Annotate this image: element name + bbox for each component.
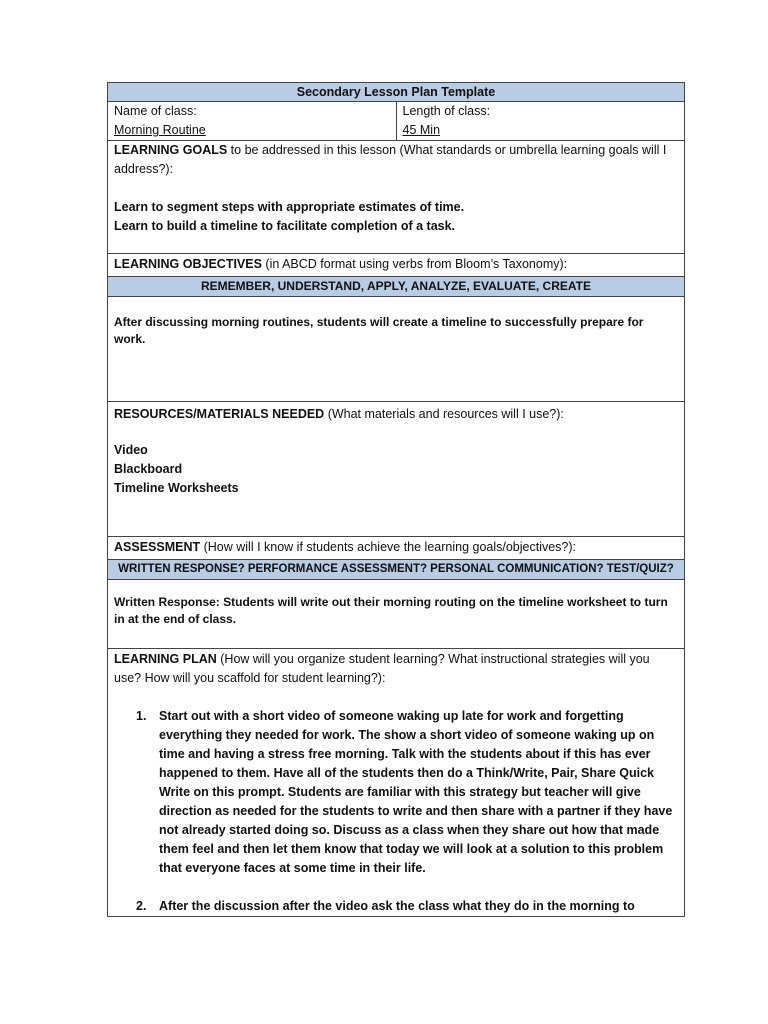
step-text: Start out with a short video of someone waking up late for work and forgetting everything they needed for work. The show a short video of someone waking up on time and having a stress free morning. Talk with the students about if this has ever happened to them. Have all of the students then do a Think/Write, Pair, Share Quick Write on this prompt. Students are familiar with this strategy but teacher will give direction as needed for the students to write and then share with a partner if they have not already started doing so. Discuss as a class when they share out how that made them feel and then let them know that today we will look at a solution to this problem that everyone faces at some time in their life. xyxy=(159,709,673,875)
assessment-body xyxy=(108,580,685,649)
learning-plan-step xyxy=(114,897,678,916)
resource-item: Video xyxy=(114,443,148,457)
learning-plan-steps xyxy=(114,707,678,916)
assessment-prompt: (How will I know if students achieve the learning goals/objectives?): xyxy=(200,540,577,554)
step-number: 1. xyxy=(136,709,147,723)
resources-prompt-text: (What materials and resources will I use?): xyxy=(324,407,564,421)
learning-goals-heading: LEARNING GOALS xyxy=(114,143,228,157)
learning-goal-2: Learn to build a timeline to facilitate completion of a task. xyxy=(114,219,456,233)
learning-plan-heading: LEARNING PLAN xyxy=(114,652,217,666)
assessment-types-banner: WRITTEN RESPONSE? PERFORMANCE ASSESSMENT? PERSONAL COMMUNICATION? TEST/QUIZ? xyxy=(108,560,685,580)
class-name-value: Morning Routine xyxy=(114,123,206,137)
learning-objectives-header xyxy=(108,254,685,277)
assessment-heading: ASSESSMENT xyxy=(114,540,201,554)
resources-prompt xyxy=(114,405,678,424)
assessment-text: Written Response: Students will write out their morning routing on the timeline worksheet to turn in at the end of class. xyxy=(114,595,668,626)
lesson-plan-document xyxy=(107,82,685,917)
resource-item: Timeline Worksheets xyxy=(114,481,239,495)
learning-objectives-prompt: (in ABCD format using verbs from Bloom’s Taxonomy): xyxy=(261,257,568,271)
lesson-plan-table xyxy=(107,82,685,917)
learning-objectives-body xyxy=(108,297,685,402)
class-length-cell xyxy=(396,102,685,141)
class-length-label: Length of class: xyxy=(402,104,491,118)
class-name-label: Name of class: xyxy=(114,104,197,118)
class-length-value: 45 Min xyxy=(402,123,441,137)
learning-goal-1: Learn to segment steps with appropriate estimates of time. xyxy=(114,200,465,214)
class-name-cell xyxy=(108,102,397,141)
blooms-verbs-banner: REMEMBER, UNDERSTAND, APPLY, ANALYZE, EVALUATE, CREATE xyxy=(108,277,685,297)
learning-plan-step xyxy=(114,707,678,878)
learning-plan-prompt-text: (How will you organize student learning? What instructional strategies will you use? How will you scaffold for student learning?): xyxy=(114,652,650,685)
step-number: 2. xyxy=(136,899,147,913)
learning-objectives-heading: LEARNING OBJECTIVES xyxy=(114,257,262,271)
learning-goals-prompt-text: to be addressed in this lesson (What standards or umbrella learning goals will I address?): xyxy=(114,143,667,176)
resources-section xyxy=(108,402,685,537)
resource-item: Blackboard xyxy=(114,462,183,476)
resources-heading: RESOURCES/MATERIALS NEEDED xyxy=(114,407,325,421)
learning-plan-section xyxy=(108,649,685,917)
learning-objective-text: After discussing morning routines, students will create a timeline to successfully prepare for work. xyxy=(114,315,644,346)
learning-plan-prompt xyxy=(114,650,678,688)
learning-goals-section xyxy=(108,141,685,254)
assessment-header xyxy=(108,537,685,560)
learning-goals-prompt xyxy=(114,141,678,179)
step-text: After the discussion after the video ask the class what they do in the morning to xyxy=(159,899,635,913)
document-title: Secondary Lesson Plan Template xyxy=(108,83,685,102)
